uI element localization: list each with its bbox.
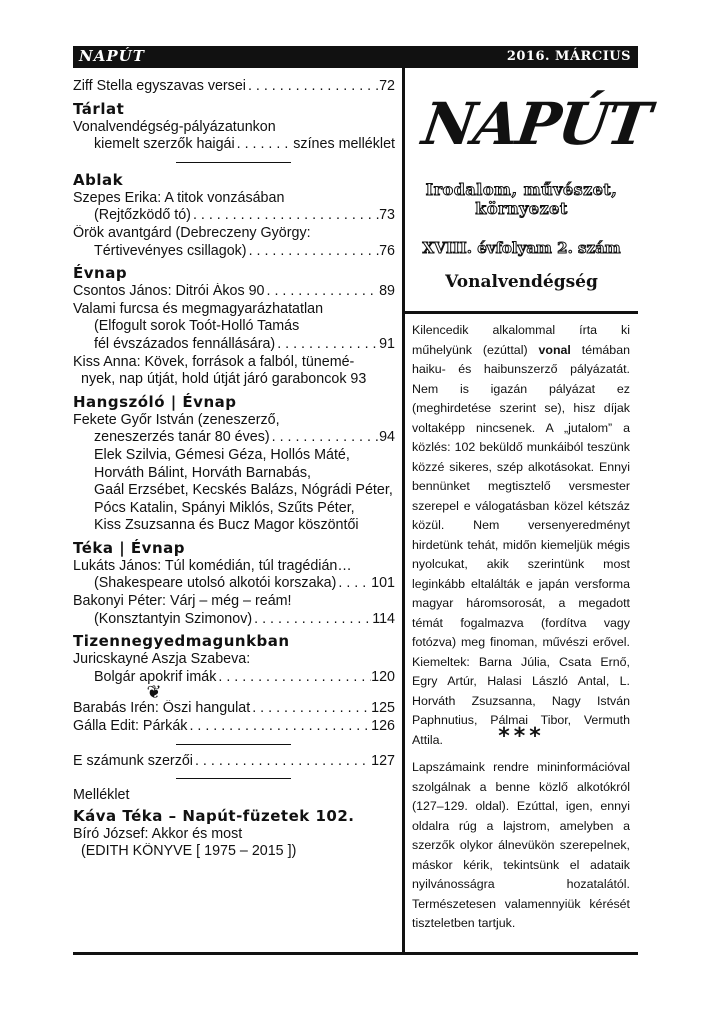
toc-entry-line[interactable]: Szepes Erika: A titok vonzásában	[73, 189, 285, 206]
sidebar-rule	[405, 311, 638, 314]
toc-entry[interactable]: Barabás Irén: Őszi hangulat . . . 125	[73, 700, 395, 718]
toc-entry-line[interactable]: Vonalvendégség-pályázatunkon	[73, 118, 276, 135]
toc-entry-line[interactable]: Juricskayné Aszja Szabeva:	[73, 651, 251, 668]
toc-entry-line[interactable]: Horváth Bálint, Horváth Barnabás,	[94, 464, 311, 481]
toc-entry-line[interactable]: (Elfogult sorok Toót-Holló Tamás	[94, 318, 300, 335]
issue-theme: Vonalvendégség	[445, 272, 598, 292]
toc-entry-line[interactable]: Fekete Győr István (zeneszerző,	[73, 411, 280, 428]
toc-entry-line[interactable]: Gaál Erzsébet, Kecskés Balázs, Nógrádi Péter,	[94, 482, 393, 499]
toc-entry-line[interactable]: Örök avantgárd (Debreczeny György:	[73, 224, 311, 241]
stars-separator: ***	[498, 724, 545, 749]
header-logo: NAPÚT	[79, 47, 145, 65]
separator-rule	[176, 778, 291, 779]
toc-entry[interactable]: fél évszázados fennállására) . . . 91	[73, 336, 395, 354]
table-of-contents	[73, 78, 395, 861]
toc-entry[interactable]: Tértivevényes csillagok) . . . 76	[73, 243, 395, 261]
toc-entry[interactable]: E számunk szerzői . . . 127	[73, 753, 395, 771]
supplement-label: Melléklet	[73, 787, 130, 804]
header-bar	[73, 46, 638, 68]
toc-entry-line[interactable]: Lukáts János: Túl komédián, túl tragédián…	[73, 557, 352, 574]
subtitle: Irodalom, művészet, környezet	[425, 180, 618, 218]
bottom-rule	[73, 952, 638, 955]
toc-entry-line[interactable]: (EDITH KÖNYVE [ 1975 – 2015 ])	[81, 843, 297, 860]
toc-entry-line[interactable]: Kiss Anna: Kövek, források a falból, tünemé-	[73, 353, 355, 370]
separator-rule	[176, 162, 291, 163]
toc-entry-line[interactable]: Kiss Zsuzsanna és Bucz Magor köszöntői	[94, 517, 359, 534]
ornament-icon: ❦	[146, 682, 162, 704]
toc-entry[interactable]: Ziff Stella egyszavas versei . . . 72	[73, 78, 395, 96]
section-heading-ablak: Ablak	[73, 170, 124, 189]
editorial-paragraph: Kilencedik alkalommal írta ki műhelyünk (ezúttal) vonal témában haiku- és haibunszerző pályázatát. Nem is igazán pályázat ez (meghirdetése szerint se), hisz díjak voltaképp nincsenek. A „jutalom” a közlés: 102 beküldő munkáiból teszünk közzé sikeres, szép alkotásokat. Ennyi bennünket megtisztelő versmester szerepel e válogatásban közel kétszáz közül. Nem versenyeredményt hirdetünk tehát, midőn kiemeljük mégis nyolcukat, akik szerintünk most leginkább eltalálták e japán versforma magyar háromsorosát, a megadott témát fogalmazva (fordítva vagy fotózva) meg finoman, művészi erővel. Kiemeltek: Barna Júlia, Csata Ernő, Egry Artúr, Halasi László Antal, L. Horváth Zsuzsanna, Nagy István Paphnutius, Pálmai Tibor, Vermuth Attila.	[412, 323, 630, 747]
toc-entry[interactable]: kiemelt szerzők haigái . . . színes melléklet	[73, 136, 395, 154]
section-heading-hangszolo: Hangszóló | Évnap	[73, 392, 237, 411]
separator-rule	[176, 744, 291, 745]
volume-label: XVIII. évfolyam 2. szám	[422, 239, 621, 257]
toc-entry-line[interactable]: Valami furcsa és megmagyarázhatatlan	[73, 300, 324, 317]
issue-date: 2016. MÁRCIUS	[506, 49, 631, 64]
toc-entry[interactable]: Gálla Edit: Párkák . . . 126	[73, 718, 395, 736]
masthead-logo: NAPÚT	[418, 90, 654, 158]
toc-entry[interactable]: zeneszerzés tanár 80 éves) . . . 94	[73, 429, 395, 447]
section-heading-tizennegyed: Tizennegyedmagunkban	[73, 632, 290, 651]
toc-entry-line[interactable]: Bakonyi Péter: Várj – még – reám!	[73, 593, 292, 610]
toc-entry-line[interactable]: Pócs Katalin, Spányi Miklós, Szűts Péter,	[94, 499, 355, 516]
toc-entry[interactable]: Bolgár apokrif imák . . . 120	[73, 669, 395, 687]
section-heading-evnap: Évnap	[73, 264, 128, 283]
toc-entry[interactable]: (Konsztantyin Szimonov) . . . 114	[73, 611, 395, 629]
editorial-paragraph-2: Lapszámaink rendre mininformációval szolgálnak a benne közlő alkotókról (127–129. oldal). Ezúttal, igen, ennyi oldalra rúg a lajstrom, amelyben a szerzők olykor álnevükön szerepelnek, máskor kérik, tekintsünk el adataik nyilvánosságra hozatalától. Természetesen valamennyiük kérését tiszteletben tartjuk.	[412, 760, 630, 930]
toc-entry[interactable]: (Rejtőzködő tó) . . . 73	[73, 207, 395, 225]
section-heading-teka: Téka | Évnap	[73, 538, 185, 557]
toc-entry-line[interactable]: Bíró József: Akkor és most	[73, 825, 243, 842]
toc-entry-line[interactable]: nyek, nap útját, hold útját járó garaboncok 93	[81, 371, 367, 388]
section-heading-kava: Káva Téka – Napút-füzetek 102.	[73, 806, 355, 825]
toc-entry[interactable]: Csontos János: Ditrói Ákos 90 . . . 89	[73, 283, 395, 301]
toc-entry-line[interactable]: Elek Szilvia, Gémesi Géza, Hollós Máté,	[94, 446, 350, 463]
section-heading-tarlat: Tárlat	[73, 99, 125, 118]
toc-entry[interactable]: (Shakespeare utolsó alkotói korszaka) . . . 101	[73, 575, 395, 593]
